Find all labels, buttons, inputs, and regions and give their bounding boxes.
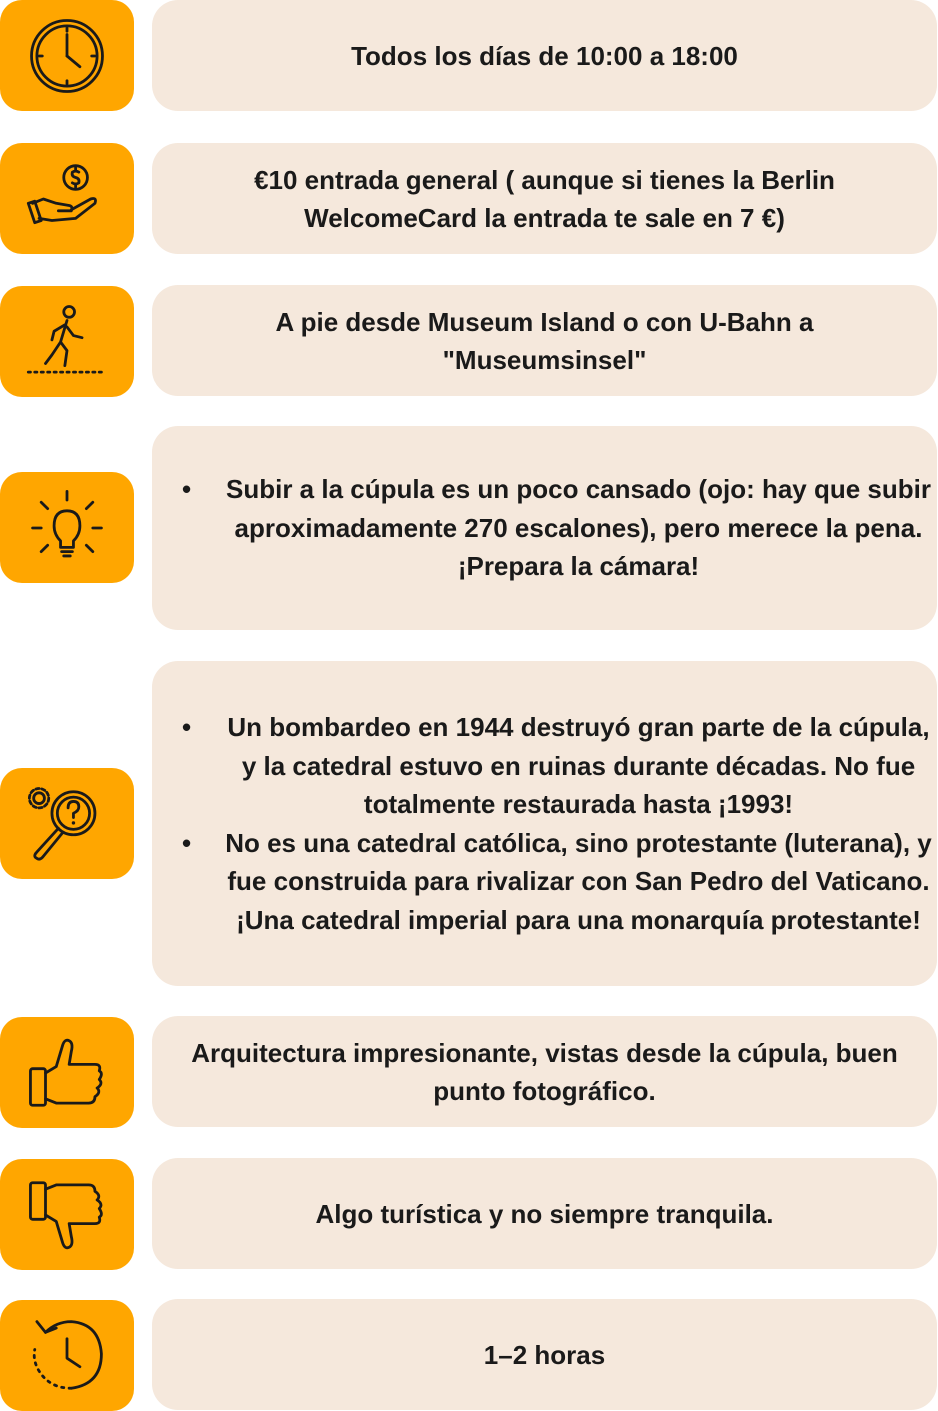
clock-icon [0, 0, 134, 111]
price-text: €10 entrada general ( aunque si tienes la Berlin WelcomeCard la entrada te sale en 7 €) [254, 164, 835, 233]
history-clock-icon [0, 1300, 134, 1411]
pros-text: Arquitectura impresionante, vistas desde la cúpula, buen punto fotográfico. [191, 1037, 898, 1106]
info-card [152, 426, 937, 630]
info-card [152, 285, 937, 396]
duration-text: 1–2 horas [483, 1339, 606, 1370]
info-card [152, 1158, 937, 1269]
list-item: • Subir a la cúpula es un poco cansado (ojo: hay que subir aproximadamente 270 escalones), pero merece la pena. ¡Prepara la cámara! [182, 474, 931, 582]
info-card [152, 1016, 937, 1127]
info-card [152, 661, 937, 986]
list-item: • Un bombardeo en 1944 destruyó gran parte de la cúpula, y la catedral estuvo en ruinas durante décadas. No fue totalmente restaurada hasta ¡1993! [182, 712, 930, 819]
tip-list [152, 470, 937, 586]
info-card [152, 143, 937, 254]
cons-text: Algo turística y no siempre tranquila. [315, 1198, 774, 1229]
walking-person-icon [0, 286, 134, 397]
money-hand-icon [0, 143, 134, 254]
info-card [152, 0, 937, 111]
thumbs-down-icon [0, 1159, 134, 1270]
list-item: • No es una catedral católica, sino protestante (luterana), y fue construida para rivalizar con San Pedro del Vaticano. ¡Una catedral imperial para una monarquía protestante! [182, 827, 932, 935]
gear-magnifier-question-icon [0, 768, 134, 879]
lightbulb-icon [0, 472, 134, 583]
access-text: A pie desde Museum Island o con U-Bahn a "Museumsinsel" [275, 306, 814, 375]
thumbs-up-icon [0, 1017, 134, 1128]
info-card [152, 1299, 937, 1410]
curiosities-list [152, 708, 937, 939]
hours-text: Todos los días de 10:00 a 18:00 [351, 40, 738, 71]
